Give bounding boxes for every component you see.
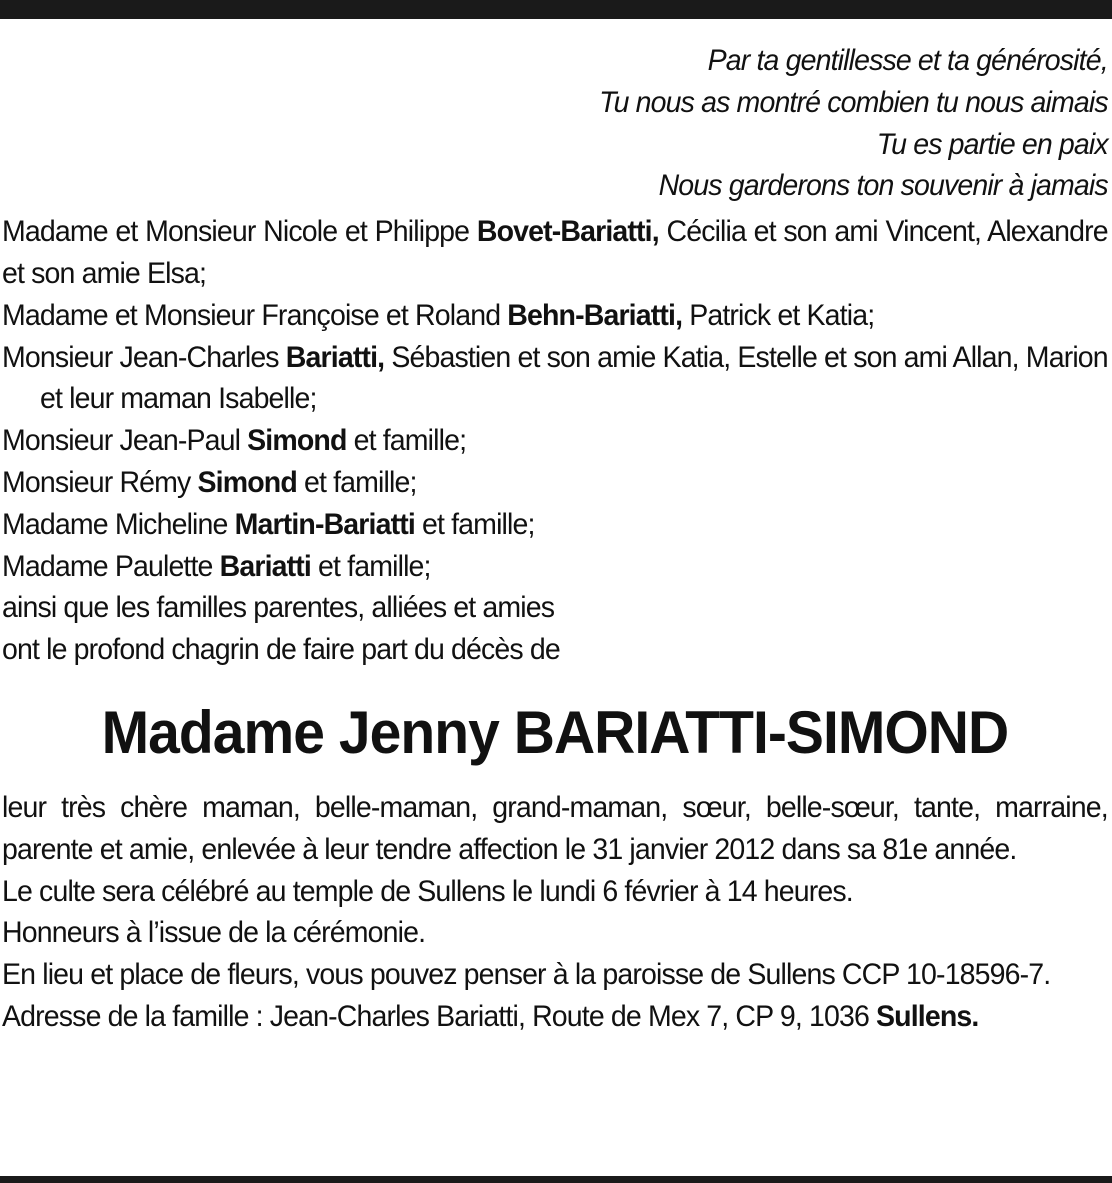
family-members: et famille; (414, 507, 535, 541)
family-names: Monsieur Jean-Charles (2, 340, 286, 374)
family-list (2, 211, 1108, 671)
family-surname: Bariatti, (285, 340, 385, 374)
family-members: Cécilia et son ami Vincent, Alexandre et son amie Elsa; (2, 215, 1108, 290)
family-members: et famille; (310, 549, 431, 583)
family-names: Monsieur Rémy (2, 465, 198, 499)
notice-details (2, 787, 1108, 1038)
bottom-rule (0, 1176, 1112, 1183)
family-entry (2, 462, 1108, 504)
family-names: Monsieur Jean-Paul (2, 424, 248, 458)
family-members: Sébastien et son amie Katia, Estelle et son ami Allan, Marion et leur maman Isabelle; (40, 340, 1108, 416)
family-entry (2, 337, 1108, 421)
family-surname: Behn-Bariatti, (507, 298, 683, 332)
family-address (2, 996, 1108, 1038)
poem-line: Par ta gentillesse et ta générosité, (707, 44, 1108, 77)
address-text: Adresse de la famille : Jean-Charles Bariatti, Route de Mex 7, CP 9, 1036 (2, 999, 877, 1033)
poem-line: Nous garderons ton souvenir à jamais (658, 169, 1108, 203)
family-members: et famille; (346, 424, 467, 458)
family-surname: Simond (247, 424, 347, 458)
poem-line: Tu es partie en paix (876, 127, 1108, 161)
family-members: Patrick et Katia; (682, 298, 875, 332)
intro-line: ont le profond chagrin de faire part du décès de (2, 633, 560, 667)
intro-line: ainsi que les familles parentes, alliées et amies (2, 591, 555, 625)
family-entry (2, 546, 1108, 588)
family-entry (2, 211, 1108, 295)
family-surname: Martin-Bariatti (234, 507, 415, 541)
family-entry (2, 295, 1108, 337)
donation-text: En lieu et place de fleurs, vous pouvez penser à la paroisse de Sullens CCP 10-18596-7. (2, 958, 1051, 992)
family-surname: Simond (197, 465, 297, 499)
family-names: Madame et Monsieur Nicole et Philippe (2, 215, 477, 249)
honours-text: Honneurs à l’issue de la cérémonie. (2, 916, 426, 950)
family-entry (2, 504, 1108, 546)
relation-text: leur très chère maman, belle-maman, grand-maman, sœur, belle-sœur, tante, marraine, parente et amie, enlevée à leur tendre affection le 31 janvier 2012 dans sa 81e année. (2, 790, 1108, 866)
family-surname: Bovet-Bariatti, (476, 215, 659, 249)
deceased-name: Madame Jenny BARIATTI-SIMOND (101, 698, 1009, 766)
family-names: Madame Paulette (2, 549, 220, 583)
family-names: Madame Micheline (2, 507, 235, 541)
address-town: Sullens. (876, 999, 979, 1033)
obituary-notice (2, 40, 1108, 1038)
top-rule (0, 0, 1112, 19)
family-members: et famille; (296, 465, 417, 499)
poem-line: Tu nous as montré combien tu nous aimais (599, 85, 1108, 119)
ceremony-text: Le culte sera célébré au temple de Sullens le lundi 6 février à 14 heures. (2, 874, 853, 908)
family-names: Madame et Monsieur Françoise et Roland (2, 298, 508, 332)
poem (2, 40, 1108, 207)
family-entry (2, 420, 1108, 462)
family-surname: Bariatti (219, 549, 311, 583)
